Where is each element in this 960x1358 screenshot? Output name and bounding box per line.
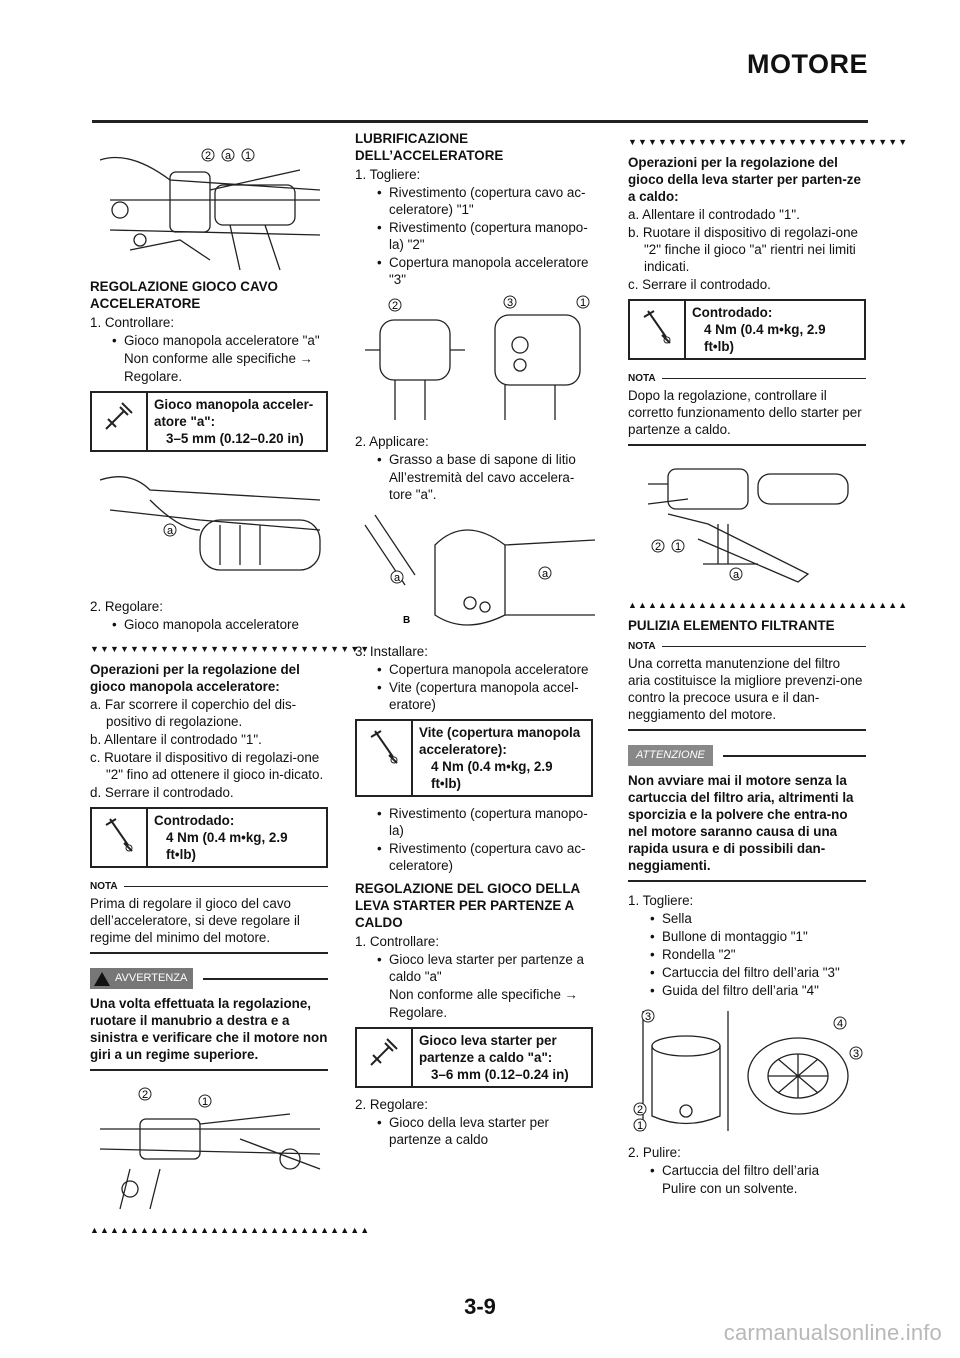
figure-grip-covers [355, 290, 593, 425]
section-title: LUBRIFICAZIONE DELL’ACCELERATORE [355, 131, 504, 163]
section-title: PULIZIA ELEMENTO FILTRANTE [628, 618, 835, 633]
warning-rule [90, 1069, 328, 1071]
torque-wrench-icon [630, 301, 686, 358]
step: 1. Controllare: [90, 315, 175, 330]
spec-value: 3–6 mm (0.12–0.24 in) [431, 1067, 569, 1082]
caution-text: Non avviare mai il motore senza la cartuccia del filtro aria, altrimenti la sporcizia e la polvere che entra-no nel motore saranno causa di una rapida usura e di possibili dan-neggiamenti. [628, 773, 854, 873]
note-text: Una corretta manutenzione del filtro aria costituisce la migliore prevenzi-one contro la precoce usura e il dan-neggiamento del motore. [628, 656, 863, 722]
bullet: • Cartuccia del filtro dell’aria "3" [640, 964, 866, 981]
figure-cable-end [355, 505, 593, 635]
step: 1. Controllare: [355, 934, 440, 949]
throttle-grip-illustration [90, 130, 328, 270]
bullet: • Gioco manopola acceleratore [102, 616, 328, 633]
note-rule [628, 444, 866, 446]
bullet-cont: Non conforme alle specifiche → [124, 351, 314, 366]
callout-a: a [225, 150, 232, 162]
section-title: REGOLAZIONE GIOCO CAVO ACCELERATORE [90, 279, 278, 311]
column-right [628, 128, 909, 1198]
step: 1. Togliere: [355, 167, 421, 182]
note-label: NOTA [628, 638, 866, 655]
bullet: • Bullone di montaggio "1" [640, 928, 866, 945]
note-label: NOTA [90, 878, 328, 895]
bullet: • Gioco della leva starter per partenze a caldo [367, 1114, 593, 1148]
grease-symbol-b: B [403, 615, 411, 626]
callout-3: 3 [853, 1048, 860, 1060]
bullet: • Gioco leva starter per partenze a caldo "a" [367, 951, 593, 985]
step: 3. Installare: [355, 644, 428, 659]
step: 2. Applicare: [355, 434, 429, 449]
step: 2. Regolare: [355, 1097, 428, 1112]
procedure-start-marker: ▼▼▼▼▼▼▼▼▼▼▼▼▼▼▼▼▼▼▼▼▼▼▼▼▼▼▼▼ [90, 644, 371, 654]
spec-name: Controdado: [692, 305, 773, 320]
note-label: NOTA [628, 370, 866, 387]
callout-1: 1 [202, 1096, 209, 1108]
step: 2. Pulire: [628, 1145, 681, 1160]
procedure-title: Operazioni per la regolazione del gioco manopola acceleratore: [90, 662, 300, 694]
note-text: Dopo la regolazione, controllare il corretto funzionamento dello starter per partenze a caldo. [628, 388, 862, 437]
footer-watermark: carmanualsonline.info [723, 1320, 942, 1345]
throttle-play-illustration [90, 460, 328, 590]
warning-label: AVVERTENZA [90, 968, 328, 989]
cable-end-illustration [355, 505, 600, 635]
callout-a: a [733, 569, 740, 581]
grip-covers-illustration [355, 290, 600, 425]
spec-value: 3–5 mm (0.12–0.20 in) [166, 431, 304, 446]
figure-starter-lever [628, 454, 866, 589]
caution-label: ATTENZIONE [628, 745, 866, 766]
callout-2: 2 [655, 541, 662, 553]
callout-2: 2 [637, 1104, 644, 1116]
spec-box [628, 299, 866, 360]
spec-box [90, 391, 328, 452]
callout-3: 3 [507, 297, 514, 309]
callout-1: 1 [637, 1120, 644, 1132]
procedure-step: c. Ruotare il dispositivo di regolazi-one "2" fino ad ottenere il gioco in-dicato. [90, 750, 324, 782]
warning-triangle-icon [94, 972, 110, 986]
procedure-start-marker: ▼▼▼▼▼▼▼▼▼▼▼▼▼▼▼▼▼▼▼▼▼▼▼▼▼▼▼▼ [628, 137, 909, 147]
bullet: • Copertura manopola acceleratore "3" [367, 254, 593, 288]
bullet: • Rondella "2" [640, 946, 866, 963]
bullet-cont: Pulire con un solvente. [662, 1181, 798, 1196]
step: 1. Togliere: [628, 893, 694, 908]
callout-a: a [394, 572, 401, 584]
callout-4: 4 [837, 1018, 844, 1030]
spec-box [355, 719, 593, 797]
bullet: • Copertura manopola acceleratore [367, 661, 593, 678]
note-rule [628, 729, 866, 731]
torque-wrench-icon [92, 809, 148, 866]
page-number: 3-9 [464, 1294, 496, 1319]
procedure-step: b. Ruotare il dispositivo di regolazi-one "2" finche il gioco "a" rientri nei limiti indicati. [628, 225, 858, 274]
torque-wrench-icon [357, 721, 413, 795]
bullet: • Rivestimento (copertura cavo ac-celeratore) "1" [367, 184, 593, 218]
procedure-step: a. Far scorrere il coperchio del dis-positivo di regolazione. [90, 697, 297, 729]
spec-box [90, 807, 328, 868]
bullet: • Rivestimento (copertura manopo-la) [367, 805, 593, 839]
bullet: • Gioco manopola acceleratore "a" [102, 332, 328, 349]
spec-name: Gioco leva starter per partenze a caldo "a": [419, 1033, 557, 1065]
bullet: • Grasso a base di sapone di litio [367, 451, 593, 468]
callout-2: 2 [205, 150, 212, 162]
column-left [90, 128, 371, 1242]
header-rule [92, 120, 868, 123]
starter-lever-illustration [628, 454, 866, 589]
page-title: MOTORE [746, 49, 868, 79]
procedure-step: d. Serrare il controdado. [90, 785, 234, 800]
procedure-end-marker: ▲▲▲▲▲▲▲▲▲▲▲▲▲▲▲▲▲▲▲▲▲▲▲▲▲▲▲▲ [90, 1225, 371, 1235]
step: 2. Regolare: [90, 599, 163, 614]
procedure-title: Operazioni per la regolazione del gioco della leva starter per parten-ze a caldo: [628, 155, 861, 204]
bullet-cont: All’estremità del cavo accelera-tore "a". [389, 470, 575, 502]
figure-throttle-play [90, 460, 328, 590]
procedure-end-marker: ▲▲▲▲▲▲▲▲▲▲▲▲▲▲▲▲▲▲▲▲▲▲▲▲▲▲▲▲ [628, 600, 909, 610]
section-title: REGOLAZIONE DEL GIOCO DELLA LEVA STARTER PER PARTENZE A CALDO [355, 881, 580, 930]
wrench-gauge-icon [357, 1029, 413, 1086]
procedure-step: c. Serrare il controdado. [628, 277, 771, 292]
spec-value: 4 Nm (0.4 m•kg, 2.9 ft•lb) [431, 759, 553, 791]
adjuster-illustration [90, 1079, 328, 1214]
figure-air-filter [628, 1001, 866, 1136]
note-rule [90, 952, 328, 954]
bullet: • Guida del filtro dell’aria "4" [640, 982, 866, 999]
callout-a: a [542, 568, 549, 580]
spec-box [355, 1027, 593, 1088]
callout-3: 3 [645, 1011, 652, 1023]
callout-1: 1 [580, 297, 587, 309]
bullet: • Cartuccia del filtro dell’aria [640, 1162, 866, 1179]
column-middle [355, 128, 593, 1149]
bullet: • Rivestimento (copertura manopo-la) "2" [367, 219, 593, 253]
callout-2: 2 [142, 1089, 149, 1101]
bullet: • Rivestimento (copertura cavo ac-celeratore) [367, 840, 593, 874]
wrench-gauge-icon [92, 393, 148, 450]
spec-name: Gioco manopola acceler-atore "a": [154, 397, 314, 429]
spec-name: Controdado: [154, 813, 235, 828]
callout-a: a [167, 525, 174, 537]
figure-throttle-grip [90, 130, 328, 270]
bullet-cont: Regolare. [124, 369, 183, 384]
procedure-step: b. Allentare il controdado "1". [90, 732, 262, 747]
spec-value: 4 Nm (0.4 m•kg, 2.9 ft•lb) [704, 322, 826, 354]
spec-name: Vite (copertura manopola acceleratore): [419, 725, 581, 757]
procedure-step: a. Allentare il controdado "1". [628, 207, 800, 222]
warning-text: Una volta effettuata la regolazione, ruotare il manubrio a destra e a sinistra e verificare che il motore non giri a un regime superiore. [90, 996, 328, 1062]
callout-1: 1 [245, 150, 252, 162]
air-filter-illustration [628, 1001, 866, 1136]
note-text: Prima di regolare il gioco del cavo dell’acceleratore, si deve regolare il regime del minimo del motore. [90, 896, 300, 945]
caution-rule [628, 880, 866, 882]
callout-2: 2 [392, 300, 399, 312]
figure-adjuster [90, 1079, 328, 1214]
bullet-cont: Regolare. [389, 1005, 448, 1020]
spec-value: 4 Nm (0.4 m•kg, 2.9 ft•lb) [166, 830, 288, 862]
bullet-cont: Non conforme alle specifiche → [389, 987, 579, 1002]
callout-1: 1 [675, 541, 682, 553]
bullet: • Vite (copertura manopola accel-eratore) [367, 679, 593, 713]
bullet: • Sella [640, 910, 866, 927]
